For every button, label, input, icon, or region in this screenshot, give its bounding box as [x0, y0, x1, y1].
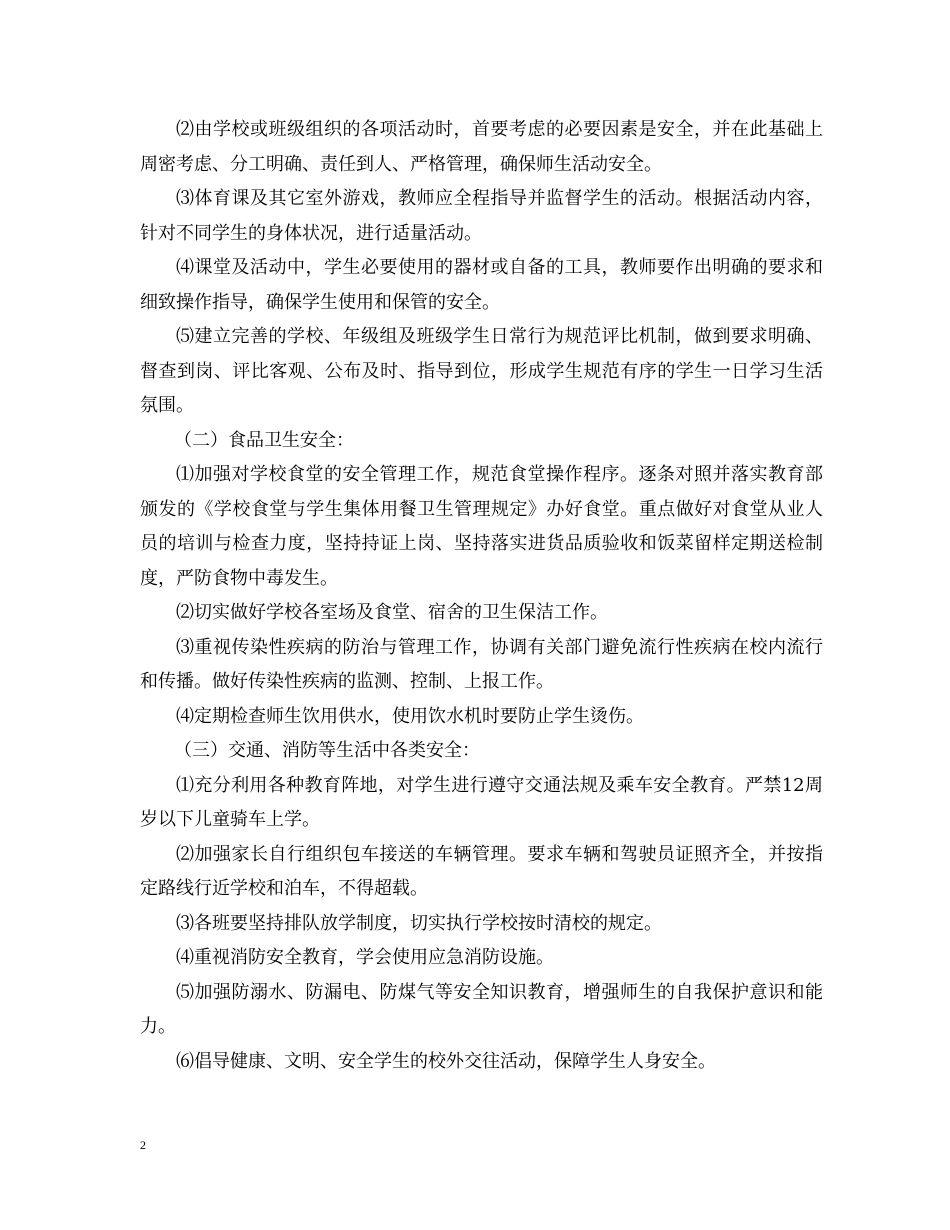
paragraph-vehicle-management: ⑵加强家长自行组织包车接送的车辆管理。要求车辆和驾驶员证照齐全，并按指定路线行近学校和泊车，不得超载。: [140, 843, 823, 899]
paragraph-cleaning: ⑵切实做好学校各室场及食堂、宿舍的卫生保洁工作。: [176, 602, 608, 623]
section-heading-traffic-fire: （三）交通、消防等生活中各类安全：: [174, 740, 480, 761]
section-heading-food-hygiene: （二）食品卫生安全：: [174, 429, 354, 451]
paragraph-drinking-water: ⑷定期检查师生饮用供水，使用饮水机时要防止学生烫伤。: [176, 705, 644, 727]
paragraph-canteen-management: ⑴加强对学校食堂的安全管理工作，规范食堂操作程序。逐条对照并落实教育部颁发的《学校食堂与学生集体用餐卫生管理规定》办好食堂。重点做好对食堂从业人员的培训与检查力度，坚持持证上岗、坚持落实进货品质验收和饭菜留样定期送检制度，严防食物中毒发生。: [140, 464, 823, 589]
page-number: 2: [140, 1138, 146, 1152]
paragraph-infectious-disease: ⑶重视传染性疾病的防治与管理工作，协调有关部门避免流行性疾病在校内流行和传播。做好传染性疾病的监测、控制、上报工作。: [140, 636, 823, 692]
paragraph-pe-class: ⑶体育课及其它室外游戏，教师应全程指导并监督学生的活动。根据活动内容，针对不同学生的身体状况，进行适量活动。: [140, 188, 823, 244]
paragraph-dismissal: ⑶各班要坚持排队放学制度，切实执行学校按时清校的规定。: [176, 912, 662, 934]
document-body: [140, 113, 823, 1079]
paragraph-fire-safety: ⑷重视消防安全教育，学会使用应急消防设施。: [176, 947, 554, 968]
paragraph-equipment: ⑷课堂及活动中，学生必要使用的器材或自备的工具，教师要作出明确的要求和细致操作指导，确保学生使用和保管的安全。: [140, 257, 823, 313]
paragraph-traffic-education: ⑴充分利用各种教育阵地，对学生进行遵守交通法规及乘车安全教育。严禁12周岁以下儿童骑车上学。: [140, 774, 823, 830]
paragraph-drowning-prevention: ⑸加强防溺水、防漏电、防煤气等安全知识教育，增强师生的自我保护意识和能力。: [140, 981, 823, 1037]
paragraph-off-campus: ⑹倡导健康、文明、安全学生的校外交往活动，保障学生人身安全。: [176, 1050, 716, 1072]
paragraph-activity-safety: ⑵由学校或班级组织的各项活动时，首要考虑的必要因素是安全，并在此基础上周密考虑、分工明确、责任到人、严格管理，确保师生活动安全。: [140, 119, 823, 175]
paragraph-behavior-evaluation: ⑸建立完善的学校、年级组及班级学生日常行为规范评比机制，做到要求明确、督查到岗、评比客观、公布及时、指导到位，形成学生规范有序的学生一日学习生活氛围。: [140, 326, 823, 416]
